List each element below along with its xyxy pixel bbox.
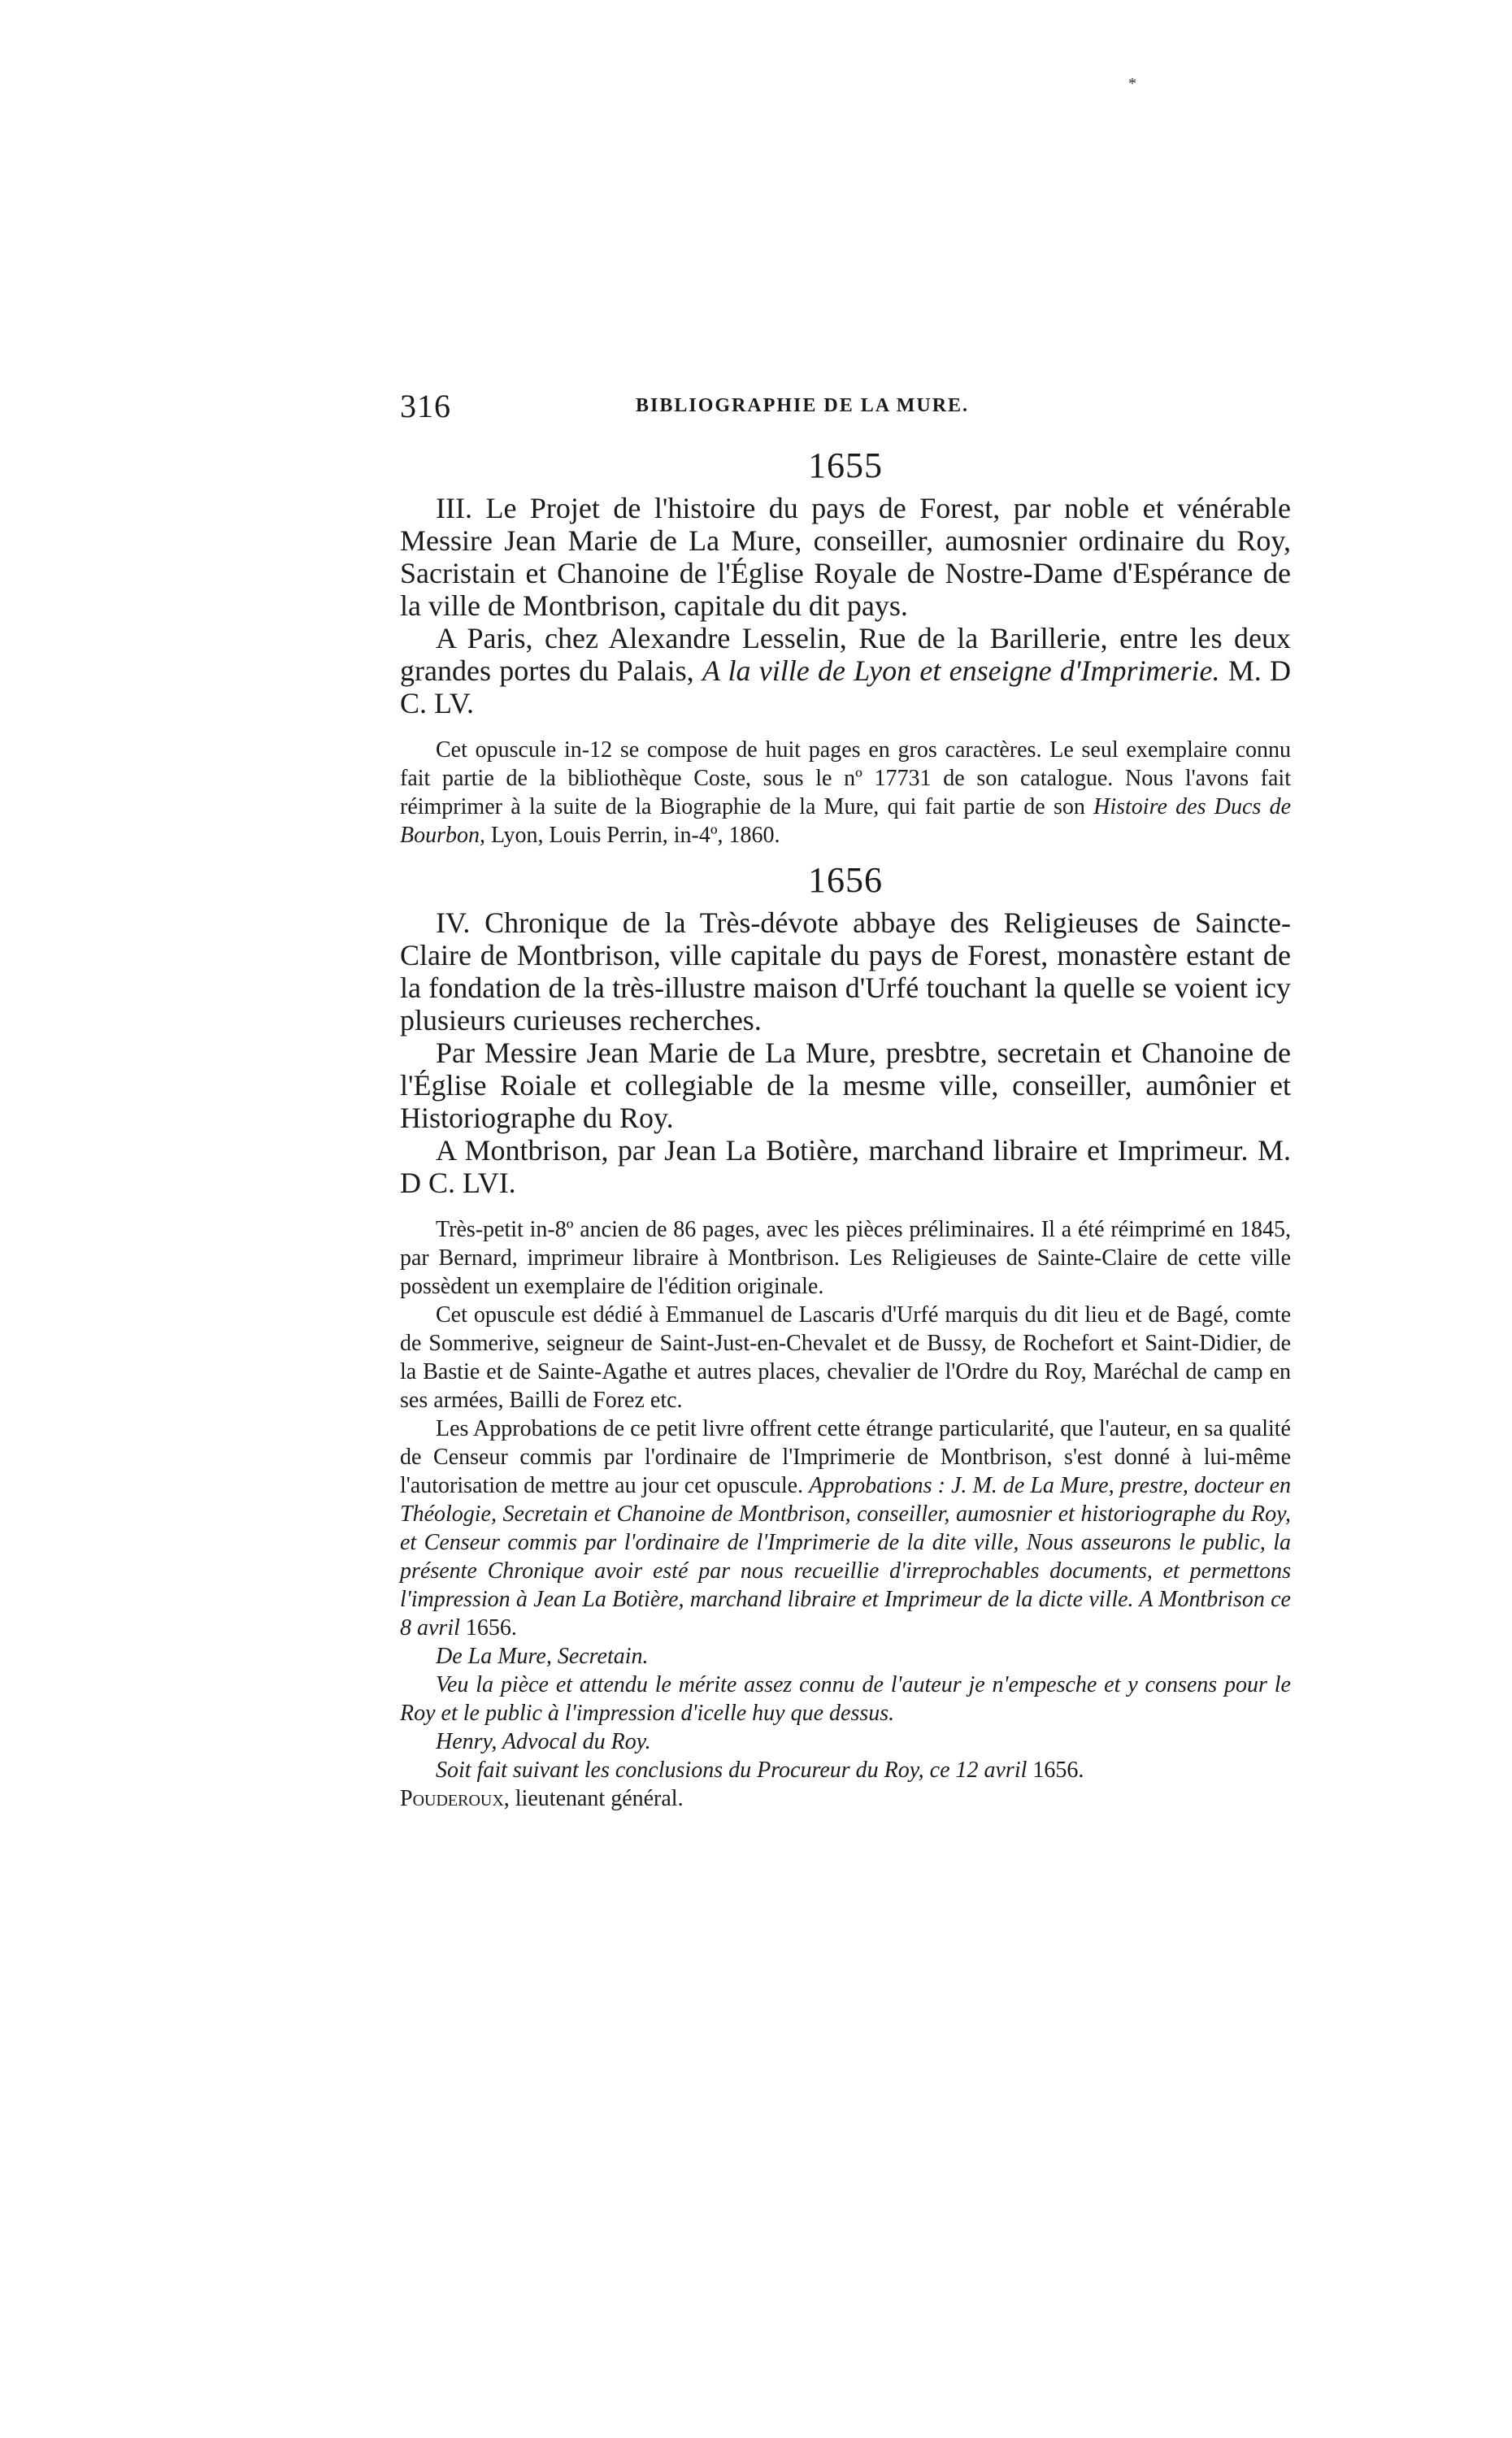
entry-1656-title: IV. Chronique de la Très-dévote abbaye des Religieuses de Saincte-Claire de Montbrison, ville capitale du pays de Forest, monastère estant de la fondation de la très-illustre maison d'Urfé touchant la quelle se voient icy plusieurs curieuses recherches. xyxy=(400,906,1291,1036)
page-body xyxy=(400,443,1291,1823)
approbation-consent: Veu la pièce et attendu le mérite assez connu de l'auteur je n'empesche et y consens pour le Roy et le public à l'impression d'icelle huy que dessus. xyxy=(400,1672,1291,1726)
signature-title: lieutenant général. xyxy=(515,1786,684,1811)
entry-1656-author: Par Messire Jean Marie de La Mure, presbtre, secretain et Chanoine de l'Église Roiale et collegiable de la mesme ville, conseiller, aumônier et Historiographe du Roy. xyxy=(400,1036,1291,1134)
year-heading-1655: 1655 xyxy=(808,445,883,485)
note-1656 xyxy=(400,1215,1291,1813)
approbation-order: Soit fait suivant les conclusions du Procureur du Roy, ce 12 avril 1656. xyxy=(436,1758,1084,1783)
running-title: BIBLIOGRAPHIE DE LA MURE. xyxy=(636,395,970,416)
corner-mark: * xyxy=(1128,75,1136,93)
entry-1656 xyxy=(400,906,1291,1199)
page-header xyxy=(400,387,1294,436)
note-1656-approbations: Les Approbations de ce petit livre offrent cette étrange particularité, que l'auteur, en sa qualité de Censeur commis par l'ordinaire de l'Imprimerie de Montbrison, s'est donné à lui-même l'autorisation de mettre au jour cet opuscule. Approbations : J. M. de La Mure, prestre, docteur en Théologie, Secretain et Chanoine de Montbrison, conseiller, aumosnier et historiographe du Roy, et Censeur commis par l'ordinaire de l'Imprimerie de la dite ville, Nous asseurons le public, la présente Chronique avoir esté par nous recueillie d'irreprochables documents, et permettons l'impression à Jean La Botière, marchand libraire et Imprimeur de la dicte ville. A Montbrison ce 8 avril 1656. xyxy=(400,1416,1292,1641)
signature-name: Pouderoux, xyxy=(400,1786,510,1811)
final-signature xyxy=(400,1784,1291,1813)
note-1656-edition: Très-petit in-8º ancien de 86 pages, avec les pièces préliminaires. Il a été réimprimé en 1845, par Bernard, imprimeur libraire à Montbrison. Les Religieuses de Sainte-Claire de cette ville possèdent un exemplaire de l'édition originale. xyxy=(400,1217,1291,1299)
approbation-quote: Approbations : J. M. de La Mure, prestre, docteur en Théologie, Secretain et Chanoine de Montbrison, conseiller, aumosnier et historiographe du Roy, et Censeur commis par l'ordinaire de l'Imprimerie de la dite ville, Nous asseurons le public, la présente Chronique avoir esté par nous recueillie d'irreprochables documents, et permettons l'impression à Jean La Botière, marchand libraire et Imprimeur de la dicte ville. A Montbrison ce 8 avril xyxy=(400,1473,1292,1641)
entry-1655-imprint xyxy=(400,622,1291,719)
approbation-signature-1: De La Mure, Secretain. xyxy=(436,1644,649,1669)
entry-1656-imprint: A Montbrison, par Jean La Botière, marchand libraire et Imprimeur. M. D C. LVI. xyxy=(400,1134,1291,1199)
note-1656-dedication: Cet opuscule est dédié à Emmanuel de Lascaris d'Urfé marquis du dit lieu et de Bagé, comte de Sommerive, seigneur de Saint-Just-en-Chevalet et de Bussy, de Rochefort et Saint-Didier, de la Bastie et de Sainte-Agathe et autres places, chevalier de l'Ordre du Roy, Maréchal de camp en ses armées, Bailli de Forez etc. xyxy=(400,1302,1291,1413)
year-heading-1656: 1656 xyxy=(808,860,883,900)
entry-1655 xyxy=(400,492,1291,719)
note-1655-text: Cet opuscule in-12 se compose de huit pages en gros caractères. Le seul exemplaire connu fait partie de la bibliothèque Coste, sous le nº 17731 de son catalogue. Nous l'avons fait réimprimer à la suite de la Biographie de la Mure, qui fait partie de son Histoire des Ducs de Bourbon, Lyon, Louis Perrin, in-4º, 1860. xyxy=(400,737,1291,848)
entry-1655-title: III. Le Projet de l'histoire du pays de Forest, par noble et vénérable Messire Jean Marie de La Mure, conseiller, aumosnier ordinaire du Roy, Sacristain et Chanoine de l'Église Royale de Nostre-Dame d'Espérance de la ville de Montbrison, capitale du dit pays. xyxy=(400,492,1291,622)
page-number: 316 xyxy=(400,388,451,424)
imprint-date: M. D C. LV. xyxy=(400,654,1291,719)
note-1655-title: Histoire des Ducs de Bourbon, xyxy=(400,794,1291,848)
approbation-signature-2: Henry, Advocal du Roy. xyxy=(436,1729,651,1754)
imprint-sign: A la ville de Lyon et enseigne d'Imprimerie. xyxy=(702,654,1220,687)
note-1655 xyxy=(400,736,1291,850)
imprint-place: A Paris, chez Alexandre Lesselin, Rue de la Barillerie, entre les deux grandes portes du Palais, xyxy=(400,622,1291,687)
